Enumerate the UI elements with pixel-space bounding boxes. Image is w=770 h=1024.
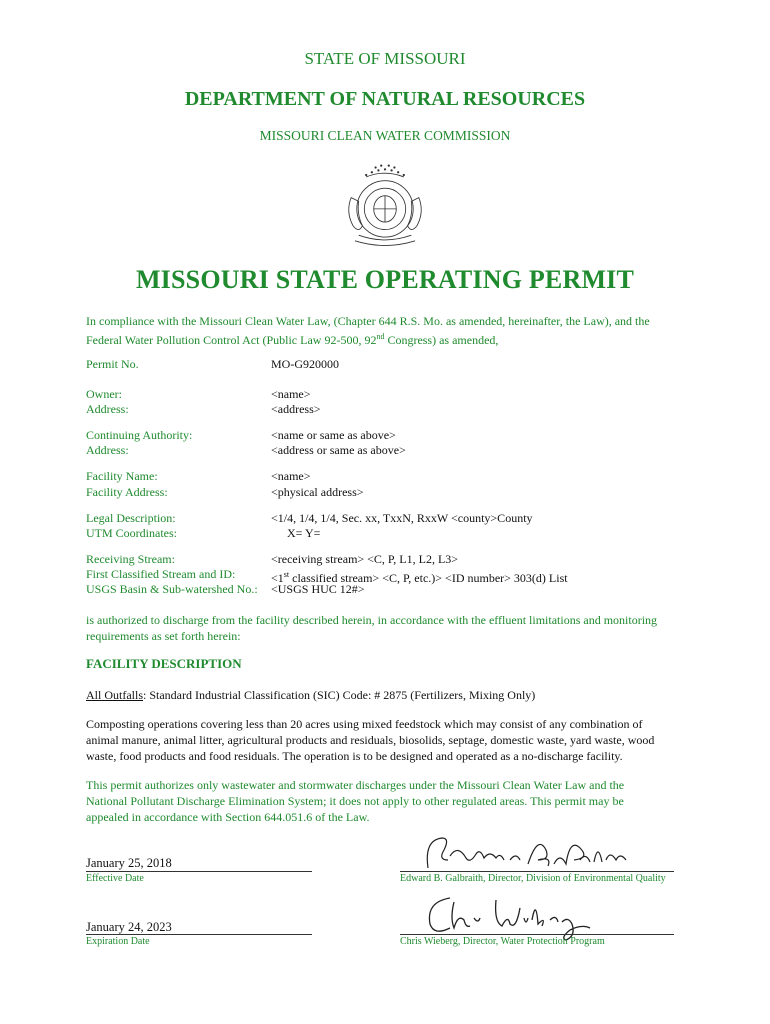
authorizes-line: This permit authorizes only wastewater and stormwater discharges under the Missouri Clean Water Law and the (86, 778, 625, 792)
composting-line: Composting operations covering less than 20 acres using mixed feedstock which may consist of any combination of (86, 717, 643, 731)
facility-description-heading: FACILITY DESCRIPTION (86, 656, 242, 671)
galbraith-signature-icon (420, 830, 635, 876)
utm-value: X= Y= (287, 526, 321, 540)
authorizes-paragraph (86, 777, 686, 825)
owner-label: Owner: (86, 387, 122, 401)
ca-address-label: Address: (86, 443, 129, 457)
usgs-label: USGS Basin & Sub-watershed No.: (86, 582, 258, 596)
compliance-line-1: In compliance with the Missouri Clean Water Law, (Chapter 644 R.S. Mo. as amended, hereinafter, the Law), and the (86, 314, 650, 328)
outfalls-label: All Outfalls (86, 688, 143, 702)
receiving-stream-label: Receiving Stream: (86, 552, 175, 566)
continuing-authority-value: <name or same as above> (271, 428, 396, 442)
owner-address-value: <address> (271, 402, 321, 416)
state-heading: STATE OF MISSOURI (304, 49, 466, 68)
missouri-state-seal-icon (338, 160, 432, 254)
first-classified-value: <1st classified stream> <C, P, etc.)> <ID number> 303(d) List (271, 570, 568, 585)
expiration-date-label: Expiration Date (86, 936, 150, 947)
effective-date-label: Effective Date (86, 873, 144, 884)
usgs-value: <USGS HUC 12#> (271, 582, 365, 596)
composting-paragraph (86, 716, 686, 764)
effective-date-line (86, 871, 312, 872)
signature-line-2 (400, 934, 674, 935)
signature-line-1 (400, 871, 674, 872)
authorizes-line: National Pollutant Discharge Elimination System; it does not apply to other regulated areas. This permit may be (86, 794, 624, 808)
facility-address-label: Facility Address: (86, 485, 168, 499)
expiration-date-value: January 24, 2023 (86, 920, 172, 934)
signer-1-name: Edward B. Galbraith, Director, Division of Environmental Quality (400, 873, 666, 884)
permit-no-label: Permit No. (86, 357, 139, 371)
receiving-stream-value: <receiving stream> <C, P, L1, L2, L3> (271, 552, 459, 566)
continuing-authority-label: Continuing Authority: (86, 428, 193, 442)
composting-line: waste, food products and food residuals. The operation is to be designed and operated as a no-discharge facility. (86, 749, 623, 763)
outfalls-line (86, 687, 686, 703)
authorizes-line: appealed in accordance with Section 644.051.6 of the Law. (86, 810, 370, 824)
authorized-line-1: is authorized to discharge from the facility described herein, in accordance with the effluent limitations and monitoring (86, 613, 658, 627)
owner-value: <name> (271, 387, 311, 401)
owner-address-label: Address: (86, 402, 129, 416)
facility-address-value: <physical address> (271, 485, 364, 499)
expiration-date-line (86, 934, 312, 935)
legal-description-value: <1/4, 1/4, 1/4, Sec. xx, TxxN, RxxW <county>County (271, 511, 533, 525)
facility-name-label: Facility Name: (86, 469, 158, 483)
department-heading: DEPARTMENT OF NATURAL RESOURCES (184, 88, 586, 110)
utm-label: UTM Coordinates: (86, 526, 177, 540)
signer-2-name: Chris Wieberg, Director, Water Protection Program (400, 936, 605, 947)
compliance-line-2: Federal Water Pollution Control Act (Public Law 92-500, 92nd Congress) as amended, (86, 332, 499, 347)
legal-description-label: Legal Description: (86, 511, 176, 525)
commission-heading: MISSOURI CLEAN WATER COMMISSION (259, 128, 511, 143)
permit-title: MISSOURI STATE OPERATING PERMIT (135, 265, 635, 294)
ca-address-value: <address or same as above> (271, 443, 406, 457)
authorized-line-2: requirements as set forth herein: (86, 629, 241, 643)
authorized-paragraph (86, 612, 686, 644)
compliance-paragraph (86, 313, 686, 348)
facility-name-value: <name> (271, 469, 311, 483)
permit-no-value: MO-G920000 (271, 357, 339, 371)
first-classified-label: First Classified Stream and ID: (86, 567, 236, 581)
outfalls-text: : Standard Industrial Classification (SIC) Code: # 2875 (Fertilizers, Mixing Only) (143, 688, 536, 702)
composting-line: animal manure, animal litter, agricultural products and residuals, biosolids, septage, domestic waste, yard waste, wood (86, 733, 655, 747)
effective-date-value: January 25, 2018 (86, 856, 172, 870)
